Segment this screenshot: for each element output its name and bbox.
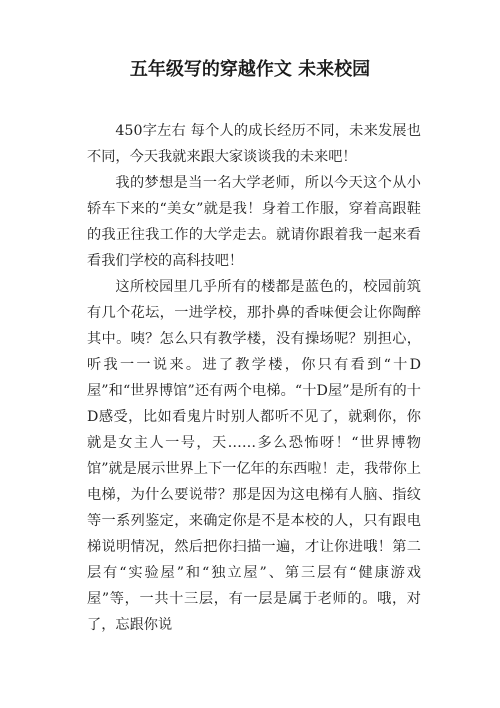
document-title: 五年级写的穿越作文 未来校园 <box>129 59 371 80</box>
document-body <box>87 118 421 638</box>
paragraph-dream: 我的梦想是当一名大学老师，所以今天这个从小轿车下来的“美女”就是我！身着工作服，穿着高跟鞋的我正往我工作的大学走去。就请你跟着我一起来看看我们学校的高科技吧！ <box>87 175 421 269</box>
paragraph-campus: 这所校园里几乎所有的楼都是蓝色的，校园前筑有几个花坛，一进学校，那扑鼻的香味便会让你陶醉其中。咦？怎么只有教学楼，没有操场呢？别担心，听我一一说来。进了教学楼，你只有看到“十D屋”和“世界博馆”还有两个电梯。“十D屋”是所有的十D感受，比如看鬼片时别人都听不见了，就剩你，你就是女主人一号，天……多么恐怖呀！“世界博物馆”就是展示世界上下一亿年的东西啦！走，我带你上电梯，为什么要说带？那是因为这电梯有人脑、指纹等一系列鉴定，来确定你是不是本校的人，只有跟电梯说明情况，然后把你扫描一遍，才让你进哦！第二层有“实验屋”和“独立屋”、第三层有“健康游戏屋”等，一共十三层，有一层是属于老师的。哦，对了，忘跟你说 <box>87 279 421 633</box>
paragraph-intro: 450字左右 每个人的成长经历不同，未来发展也不同，今天我就来跟大家谈谈我的未来吧！ <box>87 123 421 165</box>
